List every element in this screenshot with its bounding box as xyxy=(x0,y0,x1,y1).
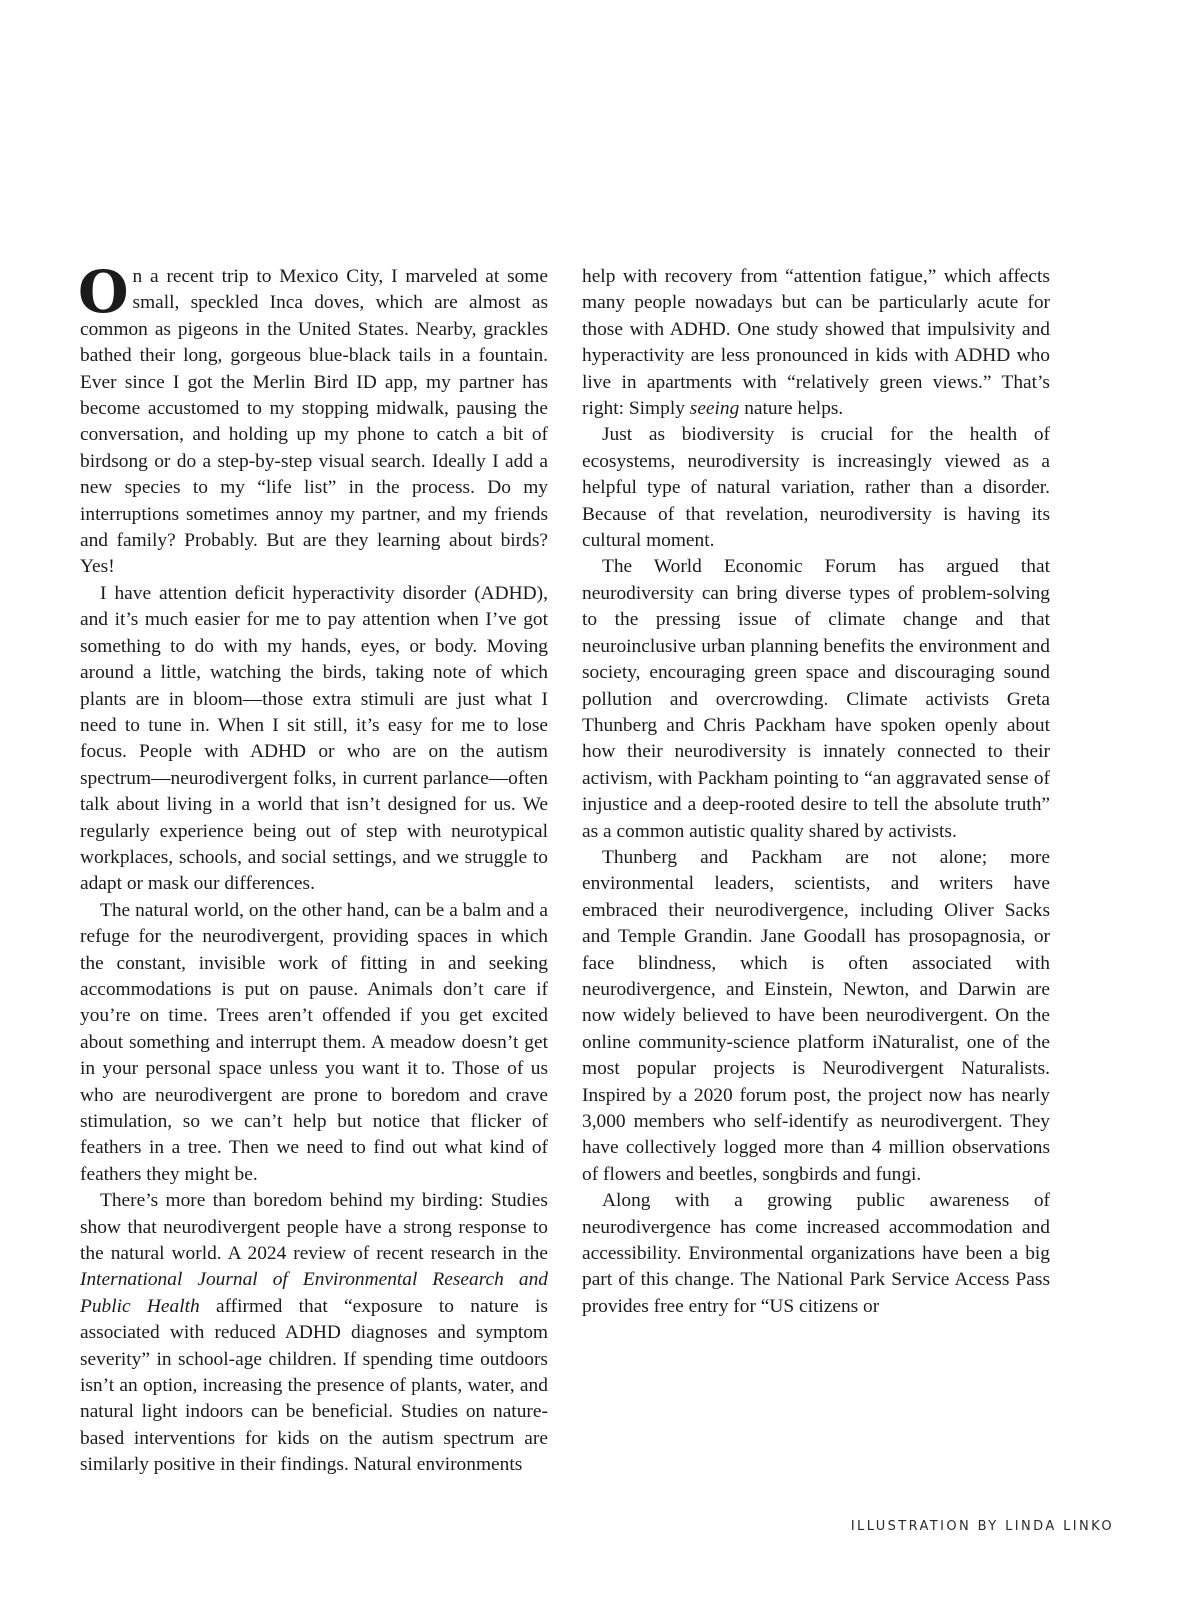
illustration-credit: ILLUSTRATION BY LINDA LINKO xyxy=(850,1519,1114,1534)
article-paragraph-continued: help with recovery from “attention fatigue,” which affects many people nowadays but can be particularly acute for those with ADHD. One study showed that impulsivity and hyperactivity are less pronounced in kids with ADHD who live in apartments with “relatively green views.” That’s right: Simply seeing nature helps. xyxy=(582,266,1050,420)
article-paragraph: Thunberg and Packham are not alone; more environmental leaders, scientists, and writers have embraced their neurodivergence, including Oliver Sacks and Temple Grandin. Jane Goodall has prosopagnosia, or face blindness, which is often associated with neurodivergence, and Einstein, Newton, and Darwin are now widely believed to have been neurodivergent. On the online community-science platform iNaturalist, one of the most popular projects is Neurodivergent Naturalists. Inspired by a 2020 forum post, the project now has nearly 3,000 members who self-identify as neurodivergent. They have collectively logged more than 4 million observations of flowers and beetles, songbirds and fungi. xyxy=(582,846,1050,1185)
article-column-left xyxy=(78,258,548,1479)
article-paragraph: Just as biodiversity is crucial for the health of ecosystems, neurodiversity is increasingly viewed as a helpful type of natural variation, rather than a disorder. Because of that revelation, neurodiversity is having its cultural moment. xyxy=(582,424,1050,552)
article-paragraph xyxy=(78,258,548,581)
drop-cap: O xyxy=(78,258,129,326)
article-paragraph: The World Economic Forum has argued that neurodiversity can bring diverse types of problem-solving to the pressing issue of climate change and that neuroinclusive urban planning benefits the environment and society, encouraging green space and discouraging sound pollution and overcrowding. Climate activists Greta Thunberg and Chris Packham have spoken openly about how their neurodiversity is innately connected to their activism, with Packham pointing to “an aggravated sense of injustice and a deep-rooted desire to tell the absolute truth” as a common autistic quality shared by activists. xyxy=(582,556,1050,842)
article-paragraph: There’s more than boredom behind my birding: Studies show that neurodivergent people have a strong response to the natural world. A 2024 review of recent research in the International Journal of Environmental Research and Public Health affirmed that “exposure to nature is associated with reduced ADHD diagnoses and symptom severity” in school-age children. If spending time outdoors isn’t an option, increasing the presence of plants, water, and natural light indoors can be beneficial. Studies on nature-based interventions for kids on the autism spectrum are similarly positive in their findings. Natural environments xyxy=(80,1190,548,1476)
article-paragraph: Along with a growing public awareness of neurodivergence has come increased accommodation and accessibility. Environmental organizations have been a big part of this change. The National Park Service Access Pass provides free entry for “US citizens or xyxy=(582,1190,1050,1317)
article-paragraph: The natural world, on the other hand, can be a balm and a refuge for the neurodivergent, providing spaces in which the constant, invisible work of fitting in and seeking accommodations is put on pause. Animals don’t care if you’re on time. Trees aren’t offended if you get excited about something and interrupt them. A meadow doesn’t get in your personal space unless you want it to. Those of us who are neurodivergent are prone to boredom and crave stimulation, so we can’t help but notice that flicker of feathers in a tree. Then we need to find out what kind of feathers they might be. xyxy=(80,899,548,1185)
paragraph-text: n a recent trip to Mexico City, I marveled at some small, speckled Inca doves, which are almost as common as pigeons in the United States. Nearby, grackles bathed their long, gorgeous blue-black tails in a fountain. Ever since I got the Merlin Bird ID app, my partner has become accustomed to my stopping midwalk, pausing the conversation, and holding up my phone to catch a bit of birdsong or do a step-by-step visual search. Ideally I add a new species to my “life list” in the process. Do my interruptions sometimes annoy my partner, and my friends and family? Probably. But are they learning about birds? Yes! xyxy=(80,266,548,578)
article-paragraph: I have attention deficit hyperactivity disorder (ADHD), and it’s much easier for me to pay attention when I’ve got something to do with my hands, eyes, or body. Moving around a little, watching the birds, taking note of which plants are in bloom—those extra stimuli are just what I need to tune in. When I sit still, it’s easy for me to lose focus. People with ADHD or who are on the autism spectrum—neurodivergent folks, in current parlance—often talk about living in a world that isn’t designed for us. We regularly experience being out of step with neurotypical workplaces, schools, and social settings, and we struggle to adapt or mask our differences. xyxy=(80,582,548,895)
article-column-right xyxy=(582,264,1050,1320)
